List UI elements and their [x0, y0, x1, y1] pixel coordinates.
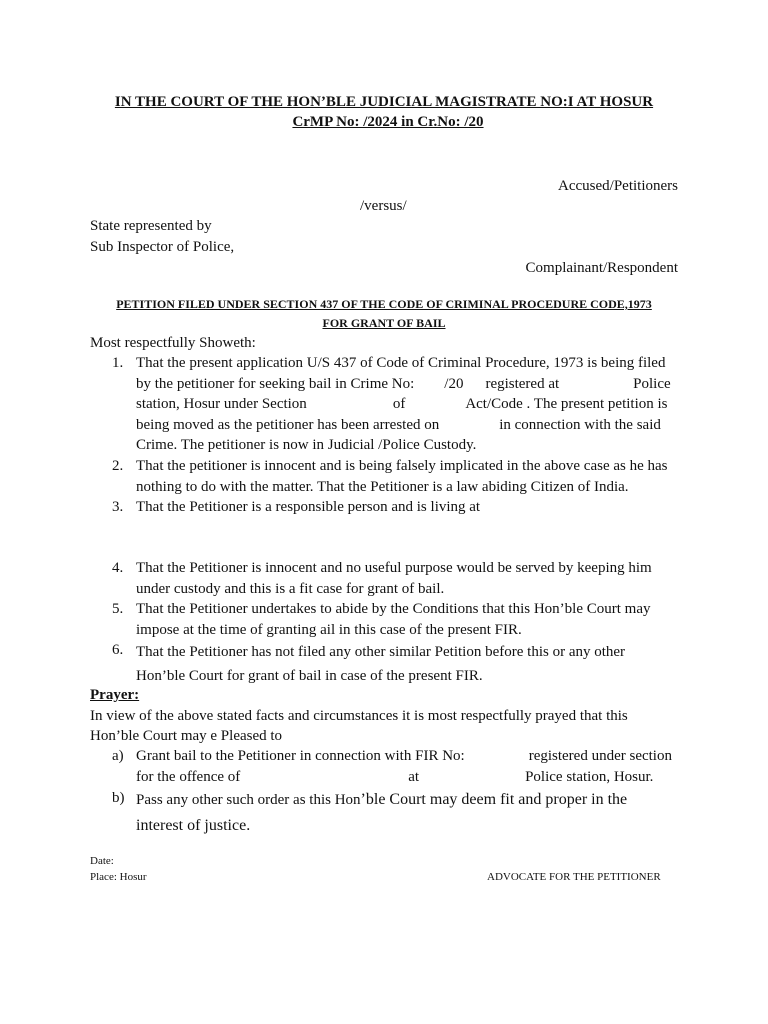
accused-label: Accused/Petitioners — [558, 178, 678, 194]
item-label: a) — [112, 748, 124, 764]
item-text: That the present application U/S 437 of Code of Criminal Procedure, 1973 is being filed by the petitioner for seeking bail in Crime No: /20 registered at Police station, Hosur under Section of Act/Code . The present petition is being moved as the petitioner has been arrested on in connection with the said Crime. The petitioner is now in Judicial /Police Custody. — [136, 355, 671, 453]
sub-inspector-line: Sub Inspector of Police, — [90, 239, 235, 255]
item-text: Grant bail to the Petitioner in connection with FIR No: registered under section for the offence of at Police station, Hosur. — [136, 748, 672, 785]
item-number: 6. — [112, 642, 124, 658]
item-number: 5. — [112, 601, 124, 617]
prayer-heading: Prayer: — [90, 687, 140, 703]
item-number: 2. — [112, 458, 124, 474]
petition-subject-line1: PETITION FILED UNDER SECTION 437 OF THE CODE OF CRIMINAL PROCEDURE CODE,1973 — [116, 297, 652, 311]
state-represented-line: State represented by — [90, 218, 212, 234]
item-text: That the Petitioner undertakes to abide by the Conditions that this Hon’ble Court may impose at the time of granting ail in this case of the present FIR. — [136, 601, 651, 638]
advocate-signature-label: ADVOCATE FOR THE PETITIONER — [487, 871, 661, 883]
petition-subject-line2: FOR GRANT OF BAIL — [322, 316, 446, 330]
item-text: That the Petitioner is innocent and no useful purpose would be served by keeping him under custody and this is a fit case for grant of bail. — [136, 560, 652, 597]
item-number: 1. — [112, 355, 124, 371]
item-text: That the Petitioner has not filed any other similar Petition before this or any other Hon’ble Court for grant of bail in case of the present FIR. — [136, 644, 626, 684]
item-number: 3. — [112, 499, 124, 515]
item-label: b) — [112, 790, 125, 806]
versus-label: /versus/ — [360, 198, 407, 214]
item-number: 4. — [112, 560, 124, 576]
complainant-label: Complainant/Respondent — [525, 260, 678, 276]
item-text: Pass any other such order as this Hon’ble Court may deem fit and proper in the interest of justice. — [136, 791, 628, 834]
case-number-line: CrMP No: /2024 in Cr.No: /20 — [292, 114, 484, 130]
item-text: That the Petitioner is a responsible person and is living at — [136, 499, 481, 515]
prayer-intro-line2: Hon’ble Court may e Pleased to — [90, 728, 283, 744]
court-title: IN THE COURT OF THE HON’BLE JUDICIAL MAGISTRATE NO:I AT HOSUR — [114, 94, 654, 110]
item-text: That the petitioner is innocent and is being falsely implicated in the above case as he has nothing to do with the matter. That the Petitioner is a law abiding Citizen of India. — [136, 458, 668, 495]
place-label: Place: Hosur — [90, 871, 147, 883]
opening-salutation: Most respectfully Showeth: — [90, 335, 256, 351]
date-label: Date: — [90, 855, 114, 867]
prayer-intro-line1: In view of the above stated facts and circumstances it is most respectfully prayed that this — [90, 708, 628, 724]
